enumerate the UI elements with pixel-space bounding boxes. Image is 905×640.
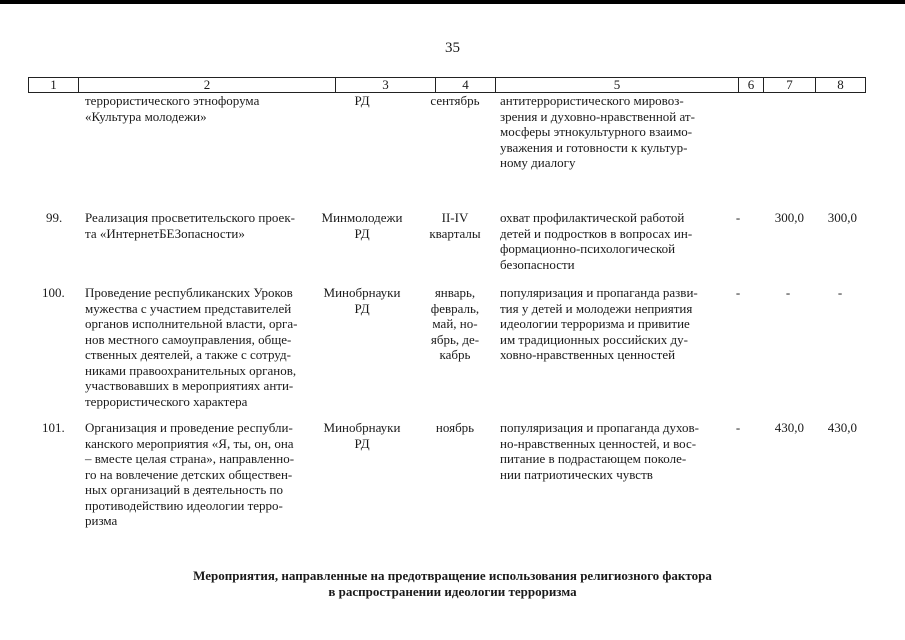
- text-line: «Культура молодежи»: [85, 108, 207, 124]
- text-line: органов исполнительной власти, орга-: [85, 316, 298, 331]
- row-period: [424, 93, 486, 109]
- text-line: безопасности: [500, 256, 575, 272]
- text-line: кварталы: [429, 225, 481, 241]
- text-line: канского мероприятия «Я, ты, он, она: [85, 435, 294, 451]
- text-line: ябрь, де-: [430, 331, 480, 347]
- text-line: им традиционных российских ду-: [500, 331, 688, 347]
- row-col7: 430,0: [774, 420, 804, 435]
- text-line: зрения и духовно-нравственной ат-: [500, 108, 695, 124]
- row-col8: 430,0: [827, 420, 857, 435]
- text-line: никами правоохранительных органов,: [85, 362, 297, 378]
- text-line: – вместе целая страна», направленно-: [85, 451, 295, 466]
- text-line: кабрь: [439, 347, 471, 362]
- text-line: го на вовлечение детских обществен-: [85, 466, 293, 482]
- text-line: антитеррористического мировоз-: [500, 93, 684, 108]
- text-line: охват профилактической работой: [500, 210, 685, 225]
- row-col7: -: [785, 285, 791, 300]
- text-line: РД: [354, 300, 370, 316]
- text-line: уважения и готовности к культур-: [500, 139, 688, 155]
- row-number: 99.: [46, 210, 63, 225]
- column-header-4: 4: [436, 78, 496, 93]
- text-line: ноябрь: [435, 420, 475, 435]
- row-col6: -: [735, 420, 741, 435]
- text-line: участвовавших в мероприятиях анти-: [85, 378, 294, 393]
- text-line: Проведение республиканских Уроков: [85, 285, 293, 300]
- row-goal: [500, 420, 706, 482]
- row-col8: -: [837, 285, 843, 300]
- text-line: противодействию идеологии терро-: [85, 497, 283, 513]
- row-name: [85, 93, 303, 124]
- text-line: мосферы этнокультурного взаимо-: [500, 124, 693, 139]
- text-line: нии патриотических чувств: [500, 466, 653, 482]
- text-line: та «ИнтернетБЕЗопасности»: [85, 225, 245, 241]
- row-period: [424, 285, 486, 363]
- text-line: Организация и проведение республи-: [85, 420, 293, 435]
- row-period: [424, 210, 486, 241]
- row-col8: 300,0: [827, 210, 857, 225]
- text-line: РД: [354, 435, 370, 451]
- row-name: [85, 210, 303, 241]
- column-header-7: 7: [764, 78, 816, 93]
- row-name: [85, 285, 303, 409]
- row-goal: [500, 210, 706, 272]
- row-goal: [500, 93, 706, 171]
- text-line: в распространении идеологии терроризма: [328, 584, 577, 599]
- column-header-2: 2: [79, 78, 336, 93]
- row-executor: [312, 93, 412, 109]
- section-heading: [150, 568, 755, 600]
- text-line: питание в подрастающем поколе-: [500, 451, 687, 466]
- text-line: популяризация и пропаганда духов-: [500, 420, 699, 435]
- text-line: сентябрь: [430, 93, 480, 108]
- row-executor: [312, 285, 412, 316]
- text-line: популяризация и пропаганда разви-: [500, 285, 698, 300]
- text-line: Минобрнауки: [323, 285, 401, 300]
- text-line: РД: [354, 93, 370, 108]
- text-line: февраль,: [430, 300, 480, 316]
- text-line: террористического этнофорума: [85, 93, 260, 108]
- column-header-8: 8: [816, 78, 866, 93]
- row-col6: -: [735, 210, 741, 225]
- text-line: май, но-: [432, 316, 478, 331]
- text-line: но-нравственных ценностей, и вос-: [500, 435, 697, 451]
- text-line: ному диалогу: [500, 155, 576, 170]
- text-line: тия у детей и молодежи неприятия: [500, 300, 693, 316]
- text-line: детей и подростков в вопросах ин-: [500, 225, 693, 241]
- text-line: нов местного самоуправления, обще-: [85, 331, 292, 347]
- row-col7: 300,0: [774, 210, 804, 225]
- text-line: ховно-нравственных ценностей: [500, 347, 676, 362]
- text-line: ных организаций в деятельность по: [85, 482, 283, 497]
- text-line: январь,: [434, 285, 476, 300]
- text-line: Мероприятия, направленные на предотвращение использования религиозного фактора: [193, 568, 712, 583]
- row-goal: [500, 285, 706, 363]
- text-line: идеологии терроризма и привитие: [500, 316, 690, 331]
- text-line: ризма: [85, 513, 118, 528]
- column-header-6: 6: [739, 78, 764, 93]
- text-line: Реализация просветительского проек-: [85, 210, 295, 225]
- text-line: Минобрнауки: [323, 420, 401, 435]
- row-number: 101.: [42, 420, 65, 435]
- text-line: формационно-психологической: [500, 241, 676, 256]
- row-executor: [312, 420, 412, 451]
- text-line: Минмолодежи: [321, 210, 403, 225]
- row-period: [424, 420, 486, 436]
- text-line: ственных деятелей, а также с сотруд-: [85, 347, 291, 362]
- page-number: 35: [445, 40, 460, 56]
- row-name: [85, 420, 303, 529]
- text-line: II-IV: [441, 210, 469, 225]
- row-executor: [312, 210, 412, 241]
- text-line: мужества с участием представителей: [85, 300, 292, 316]
- column-header-5: 5: [496, 78, 739, 93]
- text-line: террористического характера: [85, 393, 248, 409]
- column-header-3: 3: [336, 78, 436, 93]
- text-line: РД: [354, 225, 370, 241]
- scan-top-edge: [0, 0, 905, 4]
- row-number: 100.: [42, 285, 65, 300]
- column-header-1: 1: [29, 78, 79, 93]
- column-header-table: [28, 77, 866, 93]
- row-col6: -: [735, 285, 741, 300]
